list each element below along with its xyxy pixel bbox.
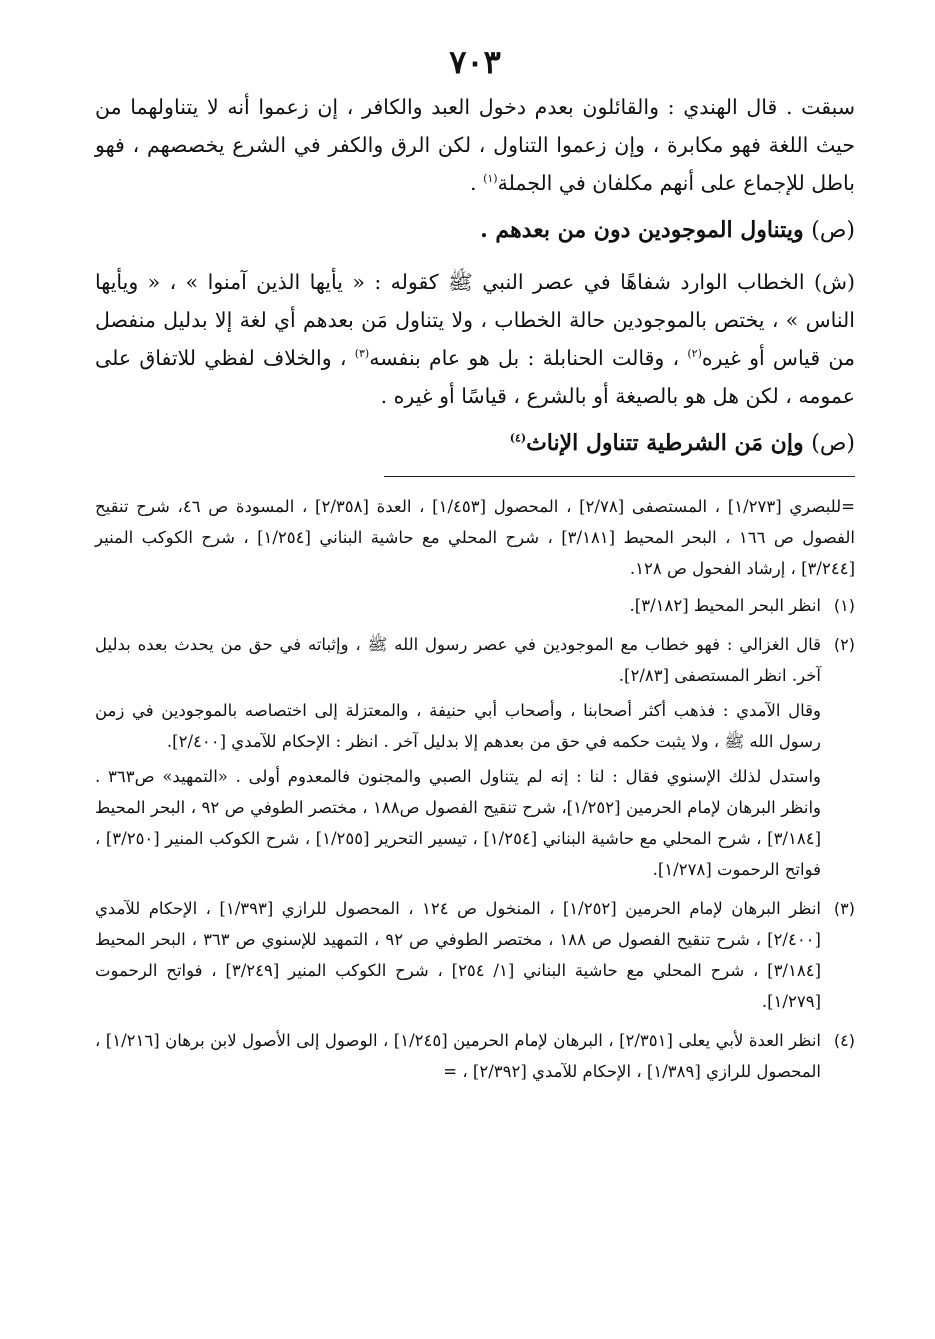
heading-2-marker: (ص) (811, 431, 855, 456)
heading-2-text: وإن مَن الشرطية تتناول الإناث (526, 430, 812, 456)
paragraph-2-text-c: ، والخلاف لفظي للاتفاق على عمومه ، لكن هل هو بالصيغة أو بالشرع ، قياسًا أو غيره . (95, 346, 855, 408)
footnote-4 (95, 1025, 855, 1091)
footnote-text: قال الغزالي : فهو خطاب مع الموجودين في عصر رسول الله ﷺ ، وإثباته في حق من يحدث بعده بدليل آخر. انظر المستصفى [٢/٨٣]. (95, 635, 821, 685)
footnote-ref-3[interactable]: (٣) (354, 347, 370, 361)
paragraph-2-text-a: (ش) الخطاب الوارد شفاهًا في عصر النبي ﷺ كقوله : « يأيها الذين آمنوا » ، « ويأيها الناس » ، يختص بالموجودين حالة الخطاب ، ولا يتناول مَن بعدهم أي لغة إلا بدليل منفصل من قياس أو غيره (95, 270, 855, 370)
footnote-ref-2[interactable]: (٢) (687, 347, 702, 361)
footnote-2 (95, 629, 855, 889)
footnote-number: (٤) (833, 1031, 855, 1050)
footnote-divider (384, 476, 855, 477)
heading-1-text: ويتناول الموجودين دون من بعدهم . (480, 217, 812, 243)
footnote-body (95, 590, 821, 625)
footnote-text: انظر البحر المحيط [٣/١٨٢]. (629, 596, 821, 615)
footnote-continuation: =للبصري [١/٢٧٣] ، المستصفى [٢/٧٨] ، المحصول [١/٤٥٣] ، العدة [٢/٣٥٨] ، المسودة ص ٤٦، شرح تنقيح الفصول ص ١٦٦ ، البحر المحيط [٣/١٨١] ، شرح المحلي مع حاشية البناني [١/٢٥٤] ، شرح الكوكب المنير [٣/٢٤٤] ، إرشاد الفحول ص ١٢٨. (95, 497, 856, 578)
footnote-body (95, 893, 821, 1021)
book-page (95, 0, 855, 1339)
footnote-1 (95, 590, 855, 625)
footnotes (95, 491, 855, 1091)
footnote-text: انظر البرهان لإمام الحرمين [١/٢٥٢] ، المنخول ص ١٢٤ ، المحصول للرازي [١/٣٩٣] ، الإحكام للآمدي [٢/٤٠٠] ، شرح تنقيح الفصول ص ١٨٨ ، مختصر الطوفي ص ٩٢ ، التمهيد للإسنوي ص ٣٦٣ ، البحر المحيط [٣/١٨٤] ، شرح المحلي مع حاشية البناني [١/ ٢٥٤] ، شرح الكوكب المنير [٣/٢٤٩] ، فواتح الرحموت [١/٢٧٩]. (95, 899, 822, 1011)
footnote-ref-4[interactable]: (٤) (509, 431, 527, 445)
main-text (95, 88, 855, 464)
paragraph-1 (95, 88, 855, 202)
footnote-number: (٣) (833, 899, 855, 918)
section-heading-1 (95, 210, 855, 251)
page-number: ٧٠٣ (449, 43, 501, 81)
footnote-ref-1[interactable]: (١) (483, 172, 498, 186)
footnote-number: (١) (833, 596, 855, 615)
footnote-text: واستدل لذلك الإسنوي فقال : لنا : إنه لم يتناول الصبي والمجنون فالمعدوم أولى . «التمهيد» ص٣٦٣ . وانظر البرهان لإمام الحرمين [١/٢٥٢]، شرح تنقيح الفصول ص١٨٨ ، مختصر الطوفي ص ٩٢ ، البحر المحيط [٣/١٨٤] ، شرح المحلي مع حاشية البناني [١/٢٥٤] ، تيسير التحرير [١/٢٥٥] ، شرح الكوكب المنير [٣/٢٥٠] ، فواتح الرحموت [١/٢٧٨]. (95, 767, 822, 879)
paragraph-2 (95, 263, 855, 415)
footnote-number: (٢) (833, 635, 855, 654)
footnote-text: وقال الآمدي : فذهب أكثر أصحابنا ، وأصحاب أبي حنيفة ، والمعتزلة إلى اختصاصه بالموجودين في زمن رسول الله ﷺ ، ولا يثبت حكمه في حق من بعدهم إلا بدليل آخر . انظر : الإحكام للآمدي [٢/٤٠٠]. (95, 701, 821, 751)
footnote-body (95, 629, 821, 889)
footnote-text: انظر العدة لأبي يعلى [٢/٣٥١] ، البرهان لإمام الحرمين [١/٢٤٥] ، الوصول إلى الأصول لابن برهان [١/٢١٦] ، المحصول للرازي [١/٣٨٩] ، الإحكام للآمدي [٢/٣٩٢] ، = (95, 1031, 821, 1081)
section-heading-2 (95, 423, 855, 464)
footnote-3 (95, 893, 855, 1021)
footnote-body (95, 1025, 821, 1091)
paragraph-1-end: . (470, 171, 484, 195)
heading-1-marker: (ص) (811, 218, 855, 243)
paragraph-2-text-b: ، وقالت الحنابلة : بل هو عام بنفسه (369, 346, 688, 370)
paragraph-1-text: سبقت . قال الهندي : والقائلون بعدم دخول العبد والكافر ، إن زعموا أنه لا يتناولهما من حيث اللغة فهو مكابرة ، وإن زعموا التناول ، لكن الرق والكفر في الشرع يخصصهم ، فهو باطل للإجماع على أنهم مكلفان في الجملة (95, 95, 855, 195)
